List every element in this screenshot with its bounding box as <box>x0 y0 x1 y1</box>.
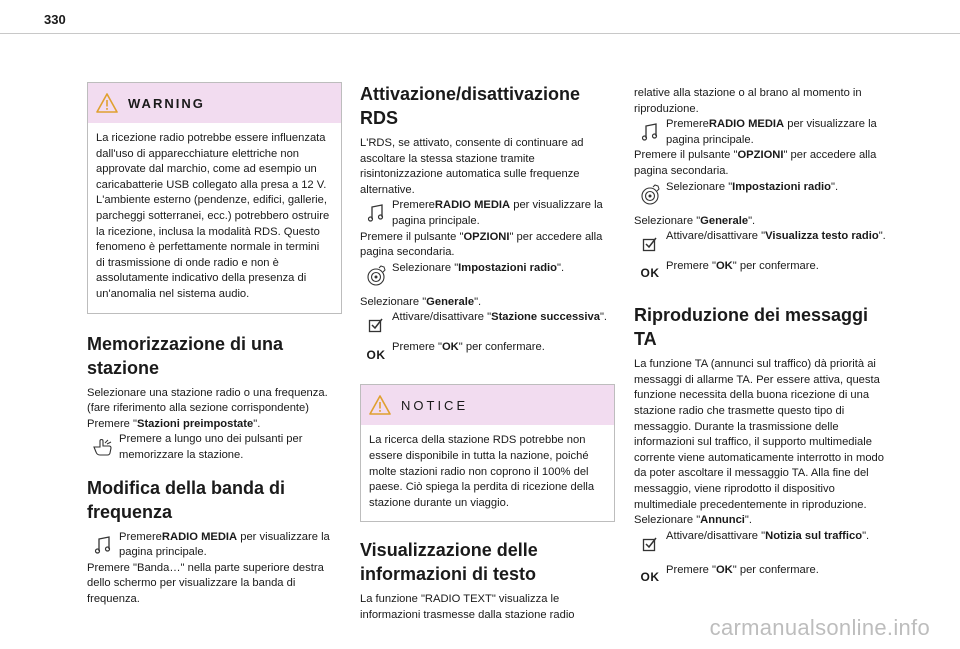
checkbox-icon <box>642 536 658 552</box>
checkbox-icon <box>642 236 658 252</box>
rds-step-4: OK Premere "OK" per confermare. <box>366 341 545 362</box>
ok-label: OK <box>366 347 386 362</box>
section-title-memorize: Memorizzazione di una stazione <box>87 333 284 378</box>
text-step-1: PremereRADIO MEDIA per visualizzare la pagina principale. <box>634 117 889 148</box>
column-3 <box>634 86 889 593</box>
notice-title: NOTICE <box>401 397 469 413</box>
watermark: carmanualsonline.info <box>709 615 930 640</box>
checkbox-icon <box>368 317 384 333</box>
text-options: Premere il pulsante "OPZIONI" per accedere alla pagina secondaria. <box>634 149 877 177</box>
radio-settings-icon <box>365 265 387 287</box>
rds-general: Selezionare "Generale". <box>360 295 482 308</box>
warning-triangle-icon <box>96 93 118 113</box>
memorize-press: Premere "Stazioni preimpostate". <box>87 417 261 430</box>
warning-text: La ricezione radio potrebbe essere influenzata dall'uso di apparecchiature elettriche non approvate dal marchio, come ad esempio un caricabatterie USB collegato alla presa a 12 V. L'ambiente esterno (pendenze, edifici, gallerie, parcheggi sotterranei, ecc.) potrebbero ostruire la ricezione, inclusa la modalità RDS. Questo fenomeno è perfettamente normale in termini di trasmissione di onde radio e non è assolutamente indicativo della presenza di un'anomalia nel sistema audio. <box>96 132 330 300</box>
ta-text: La funzione TA (annunci sul traffico) dà priorità ai messaggi di allarme TA. Per essere attiva, questa funzione necessita della buona ricezione di una stazione radio che trasmette questo tipo di messaggio. Durante la trasmissione delle informazioni sul traffico, il supporto multimediale corrente viene automaticamente interrotto in modo da poter ascoltare il messaggio TA. Alla fine del messaggio, viene riprodotto il dispositivo multimediale precedentemente in riproduzione. <box>634 358 884 511</box>
music-note-icon <box>94 535 112 555</box>
text-general: Selezionare "Generale". <box>634 214 756 227</box>
notice-header <box>361 385 614 425</box>
text-step-4: OK Premere "OK" per confermare. <box>640 260 819 281</box>
warning-title: WARNING <box>128 95 205 111</box>
text-step-2: Selezionare "Impostazioni radio". <box>634 180 889 210</box>
warning-header <box>88 83 341 123</box>
section-title-text-info: Visualizzazione delle informazioni di testo <box>360 540 538 585</box>
ta-step-1: Attivare/disattivare "Notizia sul traffico". <box>634 529 889 559</box>
column-1 <box>87 80 342 607</box>
rds-intro: L'RDS, se attivato, consente di continuare ad ascoltare la stessa stazione tramite risintonizzazione automatica sulle frequenze alternative. <box>360 137 584 196</box>
page-number: 330 <box>44 12 66 27</box>
notice-box <box>360 384 615 522</box>
rds-step-2: Selezionare "Impostazioni radio". <box>360 261 615 291</box>
section-title-band: Modifica della banda di frequenza <box>87 477 286 522</box>
ta-select: Selezionare "Annunci". <box>634 514 753 527</box>
section-title-ta: Riproduzione dei messaggi TA <box>634 305 869 350</box>
notice-text: La ricerca della stazione RDS potrebbe non essere disponibile in tutta la nazione, poiché molte stazioni radio non coprono il 100% del paese. Ciò spiega la perdita di ricezione della stazione durante un viaggio. <box>369 434 595 509</box>
ta-step-2: OK Premere "OK" per confermare. <box>640 563 819 584</box>
section-title-rds: Attivazione/disattivazione RDS <box>360 84 581 128</box>
text-info-intro: La funzione "RADIO TEXT" visualizza le informazioni trasmesse dalla stazione radio <box>360 593 575 621</box>
memorize-step: Premere a lungo uno dei pulsanti per memorizzare la stazione. <box>87 432 342 463</box>
hand-press-icon <box>92 437 114 457</box>
music-note-icon <box>641 122 659 142</box>
ok-label: OK <box>640 266 660 281</box>
rds-step-1: PremereRADIO MEDIA per visualizzare la pagina principale. <box>360 198 615 229</box>
warning-box <box>87 82 342 314</box>
rds-options: Premere il pulsante "OPZIONI" per accedere alla pagina secondaria. <box>360 230 603 259</box>
warning-triangle-icon <box>369 395 391 415</box>
top-divider <box>0 33 960 34</box>
band-after: Premere "Banda…" nella parte superiore destra dello schermo per visualizzare la banda di frequenza. <box>87 561 324 605</box>
memorize-intro: Selezionare una stazione radio o una frequenza. (fare riferimento alla sezione corrispondente) <box>87 386 328 415</box>
rds-step-3: Attivare/disattivare "Stazione successiva". <box>360 310 615 340</box>
band-step: PremereRADIO MEDIA per visualizzare la pagina principale. <box>87 530 342 561</box>
column-2 <box>360 80 615 624</box>
music-note-icon <box>367 203 385 223</box>
ok-label: OK <box>640 569 660 584</box>
text-step-3: Attivare/disattivare "Visualizza testo radio". <box>634 229 889 259</box>
text-info-cont: relative alla stazione o al brano al momento in riproduzione. <box>634 87 862 115</box>
radio-settings-icon <box>639 184 661 206</box>
